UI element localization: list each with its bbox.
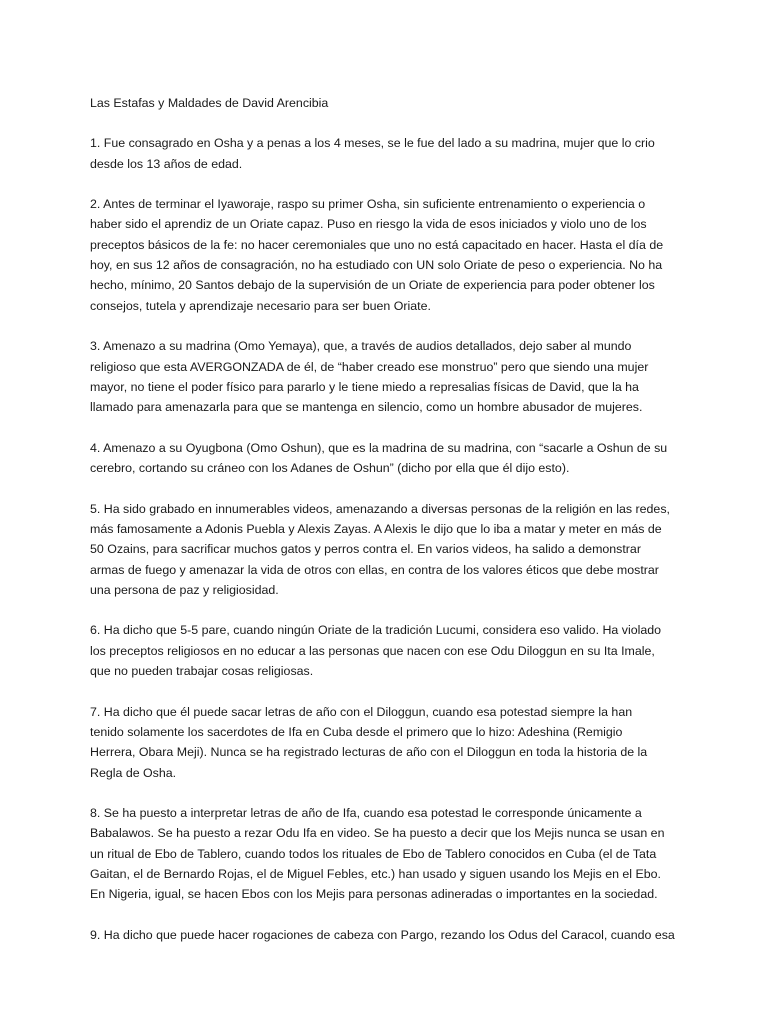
- text-line: 3. Amenazo a su madrina (Omo Yemaya), que, a través de audios detallados, dejo saber al mundo: [90, 339, 632, 354]
- text-line: 50 Ozains, para sacrificar muchos gatos y perros contra el. En varios videos, ha salido a demonstrar: [90, 542, 641, 557]
- text-line: cerebro, cortando su cráneo con los Adanes de Oshun” (dicho por ella que él dijo esto).: [90, 461, 570, 476]
- document-title: Las Estafas y Maldades de David Arencibia: [90, 96, 329, 110]
- text-line: tenido solamente los sacerdotes de Ifa en Cuba desde el primero que lo hizo: Adeshina (Remigio: [90, 724, 623, 739]
- text-line: consejos, tutela y aprendizaje necesario para ser buen Oriate.: [90, 298, 431, 313]
- text-line: mayor, no tiene el poder físico para pararlo y le tiene miedo a represalias físicas de David, que la ha: [90, 379, 639, 394]
- text-line: hecho, mínimo, 20 Santos debajo de la supervisión de un Oriate de experiencia para poder obtener los: [90, 278, 655, 293]
- text-line: En Nigeria, igual, se hacen Ebos con los Mejis para personas adineradas o importantes en la sociedad.: [90, 887, 658, 902]
- text-line: llamado para amenazarla para que se mantenga en silencio, como un hombre abusador de mujeres.: [90, 400, 643, 415]
- text-line: 1. Fue consagrado en Osha y a penas a los 4 meses, se le fue del lado a su madrina, mujer que lo crio: [90, 136, 655, 151]
- text-line: los preceptos religiosos en no educar a las personas que nacen con ese Odu Diloggun en su Ita Imale,: [90, 643, 655, 658]
- text-line: hoy, en sus 12 años de consagración, no ha estudiado con UN solo Oriate de peso o experiencia. No ha: [90, 258, 663, 273]
- text-line: armas de fuego y amenazar la vida de otros con ellas, en contra de los valores éticos que debe mostrar: [90, 562, 659, 577]
- paragraph-1: [90, 133, 690, 174]
- text-line: Gaitan, el de Bernardo Rojas, el de Miguel Febles, etc.) han usado y siguen usando los Mejis en el Ebo.: [90, 866, 661, 881]
- text-line: una persona de paz y religiosidad.: [90, 582, 279, 597]
- paragraph-6: [90, 620, 690, 681]
- text-line: Babalawos. Se ha puesto a rezar Odu Ifa en video. Se ha puesto a decir que los Mejis nunca se usan en: [90, 826, 665, 841]
- paragraph-list: [90, 133, 690, 945]
- paragraph-5: [90, 499, 690, 600]
- text-line: religioso que esta AVERGONZADA de él, de “haber creado ese monstruo” pero que siendo una mujer: [90, 359, 649, 374]
- text-line: Regla de Osha.: [90, 765, 177, 780]
- text-line: 2. Antes de terminar el Iyaworaje, raspo su primer Osha, sin suficiente entrenamiento o experiencia o: [90, 197, 646, 212]
- text-line: haber sido el aprendiz de un Oriate capaz. Puso en riesgo la vida de esos iniciados y violo uno de los: [90, 217, 647, 232]
- paragraph-9: [90, 925, 690, 945]
- text-line: 4. Amenazo a su Oyugbona (Omo Oshun), que es la madrina de su madrina, con “sacarle a Oshun de su: [90, 440, 668, 455]
- text-line: Herrera, Obara Meji). Nunca se ha registrado lecturas de año con el Diloggun en toda la historia de la: [90, 745, 648, 760]
- text-line: 6. Ha dicho que 5-5 pare, cuando ningún Oriate de la tradición Lucumi, considera eso valido. Ha violado: [90, 623, 662, 638]
- text-line: preceptos básicos de la fe: no hacer ceremoniales que uno no está capacitado en hacer. Hasta el día de: [90, 237, 664, 252]
- text-line: 9. Ha dicho que puede hacer rogaciones de cabeza con Pargo, rezando los Odus del Caracol, cuando esa: [90, 927, 675, 942]
- text-line: que no pueden trabajar cosas religiosas.: [90, 664, 314, 679]
- text-line: 5. Ha sido grabado en innumerables videos, amenazando a diversas personas de la religión en las redes,: [90, 501, 670, 516]
- text-line: desde los 13 años de edad.: [90, 156, 243, 171]
- document-body: [90, 93, 690, 965]
- text-line: más famosamente a Adonis Puebla y Alexis Zayas. A Alexis le dijo que lo iba a matar y meter en más de: [90, 521, 662, 536]
- paragraph-3: [90, 336, 690, 417]
- paragraph-2: [90, 194, 690, 316]
- text-line: 8. Se ha puesto a interpretar letras de año de Ifa, cuando esa potestad le corresponde únicamente a: [90, 806, 642, 821]
- text-line: un ritual de Ebo de Tablero, cuando todos los rituales de Ebo de Tablero conocidos en Cuba (el de Tata: [90, 846, 657, 861]
- paragraph-8: [90, 803, 690, 904]
- paragraph-4: [90, 438, 690, 479]
- paragraph-7: [90, 702, 690, 783]
- text-line: 7. Ha dicho que él puede sacar letras de año con el Diloggun, cuando esa potestad siempre la han: [90, 704, 633, 719]
